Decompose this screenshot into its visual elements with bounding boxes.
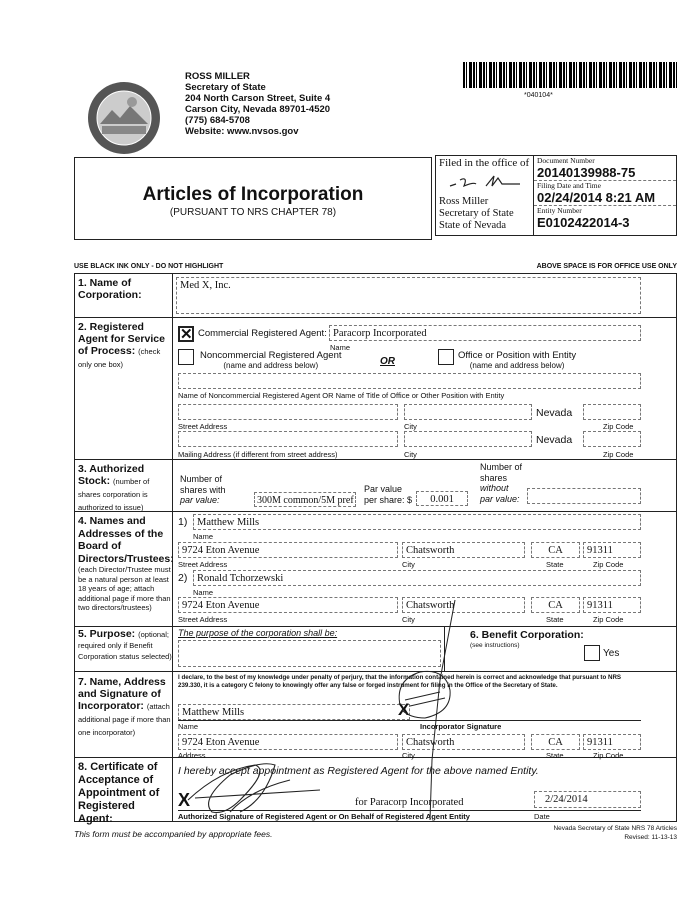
form-revision xyxy=(553,824,677,842)
par-value-field[interactable]: 0.001 xyxy=(416,491,468,506)
noncommercial-name-caption: Name of Noncommercial Registered Agent OR Name of Title of Office or Other Position with Entity xyxy=(178,391,505,400)
director-1-name-field[interactable]: Matthew Mills xyxy=(193,514,641,530)
nevada-state-seal xyxy=(86,80,162,156)
director-2-state-field[interactable]: CA xyxy=(531,597,580,613)
without-4: par value: xyxy=(480,493,520,504)
without-1: Number of xyxy=(480,462,523,472)
director-2-number: 2) xyxy=(178,572,188,584)
filing-official-name: Ross Miller xyxy=(439,196,489,207)
office-position-checkbox[interactable] xyxy=(438,349,454,365)
section-4-note: (each Director/Trustee must be a natural person at least 18 years of age; attach additional page if more than two directors/trustees) xyxy=(78,565,171,612)
barcode xyxy=(463,62,677,88)
street-caption: Street Address xyxy=(178,422,228,431)
with-par-label xyxy=(180,474,226,506)
section-6-note: (see instructions) xyxy=(470,642,520,649)
director-1-city-field[interactable]: Chatsworth xyxy=(402,542,525,558)
agent-mailing-field[interactable] xyxy=(178,431,398,447)
entity-number: E0102422014-3 xyxy=(537,215,630,230)
section-5-title: 5. Purpose: xyxy=(78,628,136,640)
director-2-city-field[interactable]: Chatsworth xyxy=(402,597,525,613)
section-7-title: 7. Name, Address and Signature of Incorporator: xyxy=(78,676,166,712)
director-2-zip-field[interactable]: 91311 xyxy=(583,597,641,613)
filed-in-label: Filed in the office of xyxy=(439,157,530,169)
director-2-street-field[interactable]: 9724 Eton Avenue xyxy=(178,597,398,613)
with-par-1: Number of xyxy=(180,474,223,484)
filing-box xyxy=(435,155,677,236)
agent-mailing-city-field[interactable] xyxy=(404,431,532,447)
noncommercial-agent-label xyxy=(200,351,342,371)
agent-name-field[interactable]: Paracorp Incorporated xyxy=(329,325,641,341)
incorporator-state-caption: State xyxy=(546,751,564,760)
incorporator-zip-caption: Zip Code xyxy=(593,751,624,760)
section-4-label xyxy=(78,515,172,613)
on-behalf-text: for Paracorp Incorporated xyxy=(355,797,464,808)
doc-number-label: Document Number xyxy=(537,156,595,165)
secretary-signature xyxy=(446,172,526,192)
agent-name-caption: Name xyxy=(330,343,351,352)
mailing-city-caption: City xyxy=(404,450,417,459)
director-1-number: 1) xyxy=(178,516,188,528)
entity-label: Entity Number xyxy=(537,206,582,215)
title-box xyxy=(74,157,432,240)
without-2: shares xyxy=(480,472,508,483)
shares-with-par-field[interactable]: 300M common/5M pref xyxy=(254,492,356,507)
perjury-declaration: I declare, to the best of my knowledge under penalty of perjury, that the information contained herein is correct and acknowledge that pursuant to NRS 239.330, it is a category C felony to knowingly offer any false or forged instrument for filing in the Office of the Secretary of State. xyxy=(178,674,622,689)
agent-signature-x: X xyxy=(178,790,191,810)
incorporator-name-caption: Name xyxy=(178,722,199,731)
agent-city-field[interactable] xyxy=(404,404,532,420)
section-4-title: 4. Names and Addresses of the Board of Directors/Trustees: xyxy=(78,515,174,565)
agent-street-field[interactable] xyxy=(178,404,398,420)
official-name: ROSS MILLER xyxy=(185,71,250,82)
section-7-note: (attach additional page if more than one incorporator) xyxy=(78,702,171,737)
section-5-label xyxy=(78,629,172,662)
doc-number: 20140139988-75 xyxy=(534,165,676,181)
without-3: without xyxy=(480,483,509,493)
par-1: Par value xyxy=(364,484,403,494)
agent-signature-caption: Authorized Signature of Registered Agent or On Behalf of Registered Agent Entity xyxy=(178,812,470,821)
section-2-note: (check only one box) xyxy=(78,347,161,369)
website: Website: www.nvsos.gov xyxy=(185,126,299,137)
header-address xyxy=(185,71,330,137)
agent-state-nevada: Nevada xyxy=(536,407,573,419)
revised-date: Revised: 11-13-13 xyxy=(624,834,677,841)
office-use-notice: ABOVE SPACE IS FOR OFFICE USE ONLY xyxy=(536,263,677,270)
commercial-agent-label: Commercial Registered Agent: xyxy=(198,328,327,339)
director-2-zip-caption: Zip Code xyxy=(593,615,624,624)
office-position-label xyxy=(458,351,576,371)
filing-date: 02/24/2014 8:21 AM xyxy=(534,190,676,206)
director-1-name-caption: Name xyxy=(193,532,214,541)
address-line-2: Carson City, Nevada 89701-4520 xyxy=(185,104,331,115)
director-2-name-field[interactable]: Ronald Tchorzewski xyxy=(193,570,641,586)
par-value-label xyxy=(364,484,412,505)
date-caption: Date xyxy=(534,812,550,821)
director-1-zip-caption: Zip Code xyxy=(593,560,624,569)
incorporator-state-field[interactable]: CA xyxy=(531,734,580,750)
without-par-label xyxy=(480,462,522,504)
with-par-3: par value: xyxy=(180,495,220,505)
director-2-state-caption: State xyxy=(546,615,564,624)
section-3-note: (number of shares corporation is authorized to issue) xyxy=(78,477,150,512)
incorporator-zip-field[interactable]: 91311 xyxy=(583,734,641,750)
official-title: Secretary of State xyxy=(185,82,266,93)
benefit-yes-label: Yes xyxy=(603,648,620,659)
agent-zip-field[interactable] xyxy=(583,404,641,420)
filing-official xyxy=(439,196,514,232)
incorporator-city-field[interactable]: Chatsworth xyxy=(402,734,525,750)
corporation-name-field[interactable]: Med X, Inc. xyxy=(176,277,641,314)
filing-details xyxy=(534,156,676,230)
date-label: Filing Date and Time xyxy=(537,181,601,190)
purpose-prompt: The purpose of the corporation shall be: xyxy=(178,628,338,638)
incorporator-address-field[interactable]: 9724 Eton Avenue xyxy=(178,734,398,750)
incorporator-signature-x: X xyxy=(398,700,410,719)
benefit-corporation-checkbox[interactable] xyxy=(584,645,600,661)
filing-official-role: Secretary of State xyxy=(439,208,514,219)
director-2-name-caption: Name xyxy=(193,588,214,597)
director-1-zip-field[interactable]: 91311 xyxy=(583,542,641,558)
acceptance-statement: I hereby accept appointment as Registered Agent for the above named Entity. xyxy=(178,765,539,777)
section-6-label: 6. Benefit Corporation: xyxy=(470,629,584,641)
office-title: Office or Position with Entity xyxy=(458,350,577,361)
noncommercial-name-field[interactable] xyxy=(178,373,641,389)
acceptance-date-field[interactable]: 2/24/2014 xyxy=(534,791,641,808)
form-id: Nevada Secretary of State NRS 78 Articles xyxy=(553,825,677,832)
fees-notice: This form must be accompanied by appropriate fees. xyxy=(74,829,273,839)
director-1-state-caption: State xyxy=(546,560,564,569)
address-line-1: 204 North Carson Street, Suite 4 xyxy=(185,93,331,104)
director-2-city-caption: City xyxy=(402,615,415,624)
shares-without-par-field[interactable] xyxy=(527,488,641,504)
director-1-street-caption: Street Address xyxy=(178,560,228,569)
section-5-note: (optional; required only if Benefit Corporation status selected) xyxy=(78,630,172,661)
mailing-state-nevada: Nevada xyxy=(536,434,573,446)
incorporator-signature-caption: Incorporator Signature xyxy=(420,722,502,731)
incorporator-name-field[interactable]: Matthew Mills xyxy=(178,704,410,720)
par-2: per share: $ xyxy=(364,494,413,505)
with-par-2: shares with xyxy=(180,484,226,495)
barcode-text: *040104* xyxy=(524,92,553,99)
section-7-label xyxy=(78,676,172,739)
section-3-title: 3. Authorized Stock: xyxy=(78,463,145,487)
noncommercial-agent-checkbox[interactable] xyxy=(178,349,194,365)
office-sub: (name and address below) xyxy=(469,361,565,370)
director-1-state-field[interactable]: CA xyxy=(531,542,580,558)
incorporator-address-caption: Address xyxy=(178,751,206,760)
mailing-caption: Mailing Address (if different from street address) xyxy=(178,450,338,459)
agent-mailing-zip-field[interactable] xyxy=(583,431,641,447)
purpose-field[interactable] xyxy=(178,640,441,667)
document-subtitle: (PURSUANT TO NRS CHAPTER 78) xyxy=(169,207,337,218)
director-2-street-caption: Street Address xyxy=(178,615,228,624)
section-8-label: 8. Certificate of Acceptance of Appointment of Registered Agent: xyxy=(78,761,160,825)
filing-official-state: State of Nevada xyxy=(439,220,507,231)
noncommercial-title: Noncommercial Registered Agent xyxy=(200,350,342,361)
section-2-label xyxy=(78,321,172,371)
zip-caption: Zip Code xyxy=(603,422,634,431)
commercial-agent-checkbox[interactable]: ✕ xyxy=(180,326,193,343)
ink-notice: USE BLACK INK ONLY - DO NOT HIGHLIGHT xyxy=(74,263,224,270)
director-1-city-caption: City xyxy=(402,560,415,569)
city-caption: City xyxy=(404,422,417,431)
document-title: Articles of Incorporation xyxy=(142,184,364,205)
or-label: OR xyxy=(380,356,395,367)
mailing-zip-caption: Zip Code xyxy=(603,450,634,459)
phone: (775) 684-5708 xyxy=(185,115,250,126)
section-3-label xyxy=(78,463,172,514)
director-1-street-field[interactable]: 9724 Eton Avenue xyxy=(178,542,398,558)
section-2-title: 2. Registered Agent for Service of Process: xyxy=(78,321,165,357)
noncommercial-sub: (name and address below) xyxy=(223,361,319,370)
section-1-label: 1. Name of Corporation: xyxy=(78,277,142,301)
incorporator-city-caption: City xyxy=(402,751,415,760)
